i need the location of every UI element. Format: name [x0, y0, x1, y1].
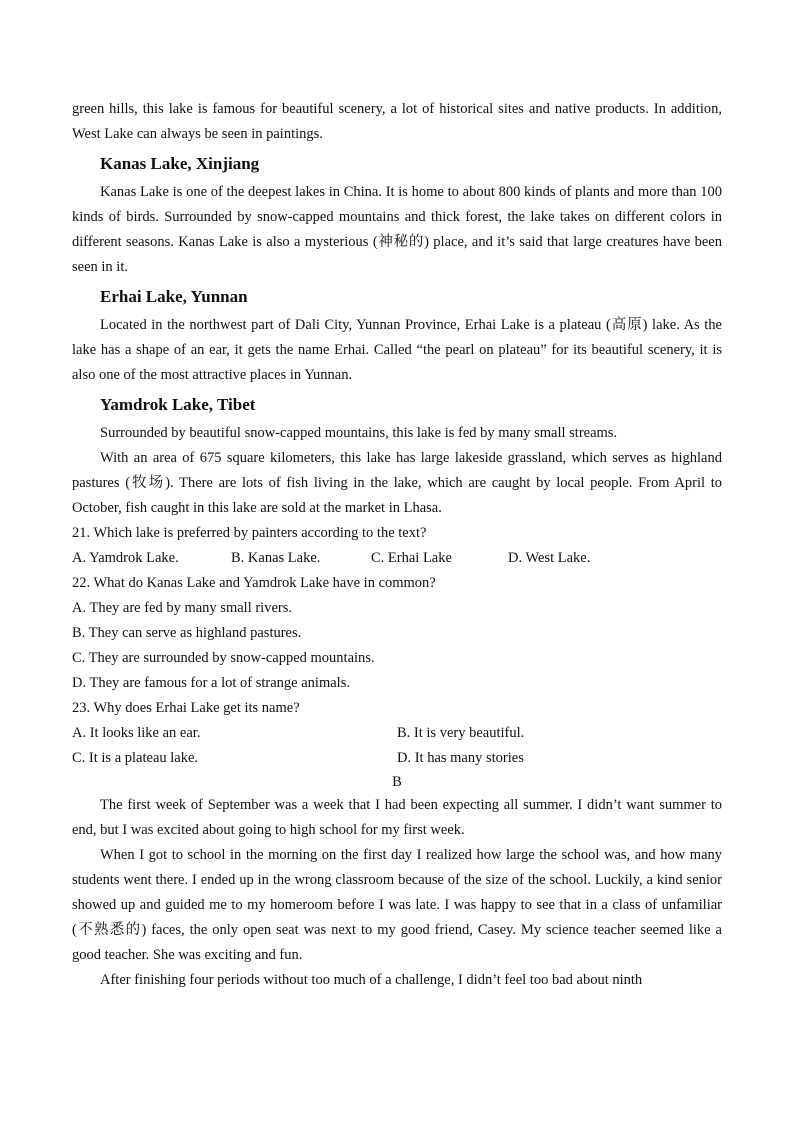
question-23	[72, 696, 722, 771]
question-21-options	[72, 546, 722, 571]
erhai-paragraph: Located in the northwest part of Dali City, Yunnan Province, Erhai Lake is a plateau (高原) lake. As the lake has a shape of an ear, it gets the name Erhai. Called “the pearl on plateau” for its beautiful scenery, it is also one of the most attractive places in Yunnan.	[72, 317, 722, 383]
kanas-paragraph: Kanas Lake is one of the deepest lakes in China. It is home to about 800 kinds of plants and more than 100 kinds of birds. Surrounded by snow-capped mountains and thick forest, the lake takes on different colors in different seasons. Kanas Lake is also a mysterious (神秘的) place, and it’s said that large creatures have been seen in it.	[72, 184, 722, 275]
kanas-heading: Kanas Lake, Xinjiang	[100, 154, 260, 173]
westlake-paragraph-tail: green hills, this lake is famous for beautiful scenery, a lot of historical sites and native products. In addition, West Lake can always be seen in paintings.	[72, 101, 722, 142]
q23-option-d: D. It has many stories	[397, 750, 524, 766]
q22-option-d: D. They are famous for a lot of strange animals.	[72, 675, 350, 691]
question-23-options-row-2	[72, 746, 722, 771]
yamdrok-paragraph-2: With an area of 675 square kilometers, this lake has large lakeside grassland, which serves as highland pastures (牧场). There are lots of fish living in the lake, which are caught by local people. From April to October, fish caught in this lake are sold at the market in Lhasa.	[72, 450, 722, 516]
q21-option-d: D. West Lake.	[508, 550, 591, 566]
question-22	[72, 571, 722, 696]
q21-option-b: B. Kanas Lake.	[231, 550, 321, 566]
question-22-stem: 22. What do Kanas Lake and Yamdrok Lake have in common?	[72, 575, 436, 591]
question-21-stem: 21. Which lake is preferred by painters according to the text?	[72, 525, 427, 541]
yamdrok-paragraph-1: Surrounded by beautiful snow-capped mountains, this lake is fed by many small streams.	[100, 425, 618, 441]
erhai-heading: Erhai Lake, Yunnan	[100, 287, 248, 306]
q22-option-b: B. They can serve as highland pastures.	[72, 625, 302, 641]
q22-option-a: A. They are fed by many small rivers.	[72, 600, 292, 616]
question-23-stem: 23. Why does Erhai Lake get its name?	[72, 700, 300, 716]
q23-option-a: A. It looks like an ear.	[72, 725, 201, 741]
q23-option-c: C. It is a plateau lake.	[72, 750, 199, 766]
q23-option-b: B. It is very beautiful.	[397, 725, 525, 741]
yamdrok-heading: Yamdrok Lake, Tibet	[100, 395, 256, 414]
passage-b-paragraph-2: When I got to school in the morning on the first day I realized how large the school was, and how many students went there. I ended up in the wrong classroom because of the size of the school. Luckily, a kind senior showed up and guided me to my homeroom before I was late. I was happy to see that in a class of unfamiliar (不熟悉的) faces, the only open seat was next to my good friend, Casey. My science teacher seemed like a good teacher. She was exciting and fun.	[72, 847, 722, 963]
q22-option-c: C. They are surrounded by snow-capped mountains.	[72, 650, 375, 666]
question-23-options-row-1	[72, 721, 722, 746]
passage-b-paragraph-1: The first week of September was a week that I had been expecting all summer. I didn’t want summer to end, but I was excited about going to high school for my first week.	[72, 797, 722, 838]
q21-option-c: C. Erhai Lake	[371, 550, 452, 566]
passage-b-paragraph-3: After finishing four periods without too much of a challenge, I didn’t feel too bad about ninth	[100, 972, 643, 988]
passage-b-label: B	[392, 774, 402, 790]
q21-option-a: A. Yamdrok Lake.	[72, 550, 179, 566]
document-page	[72, 97, 722, 993]
question-21	[72, 521, 722, 571]
